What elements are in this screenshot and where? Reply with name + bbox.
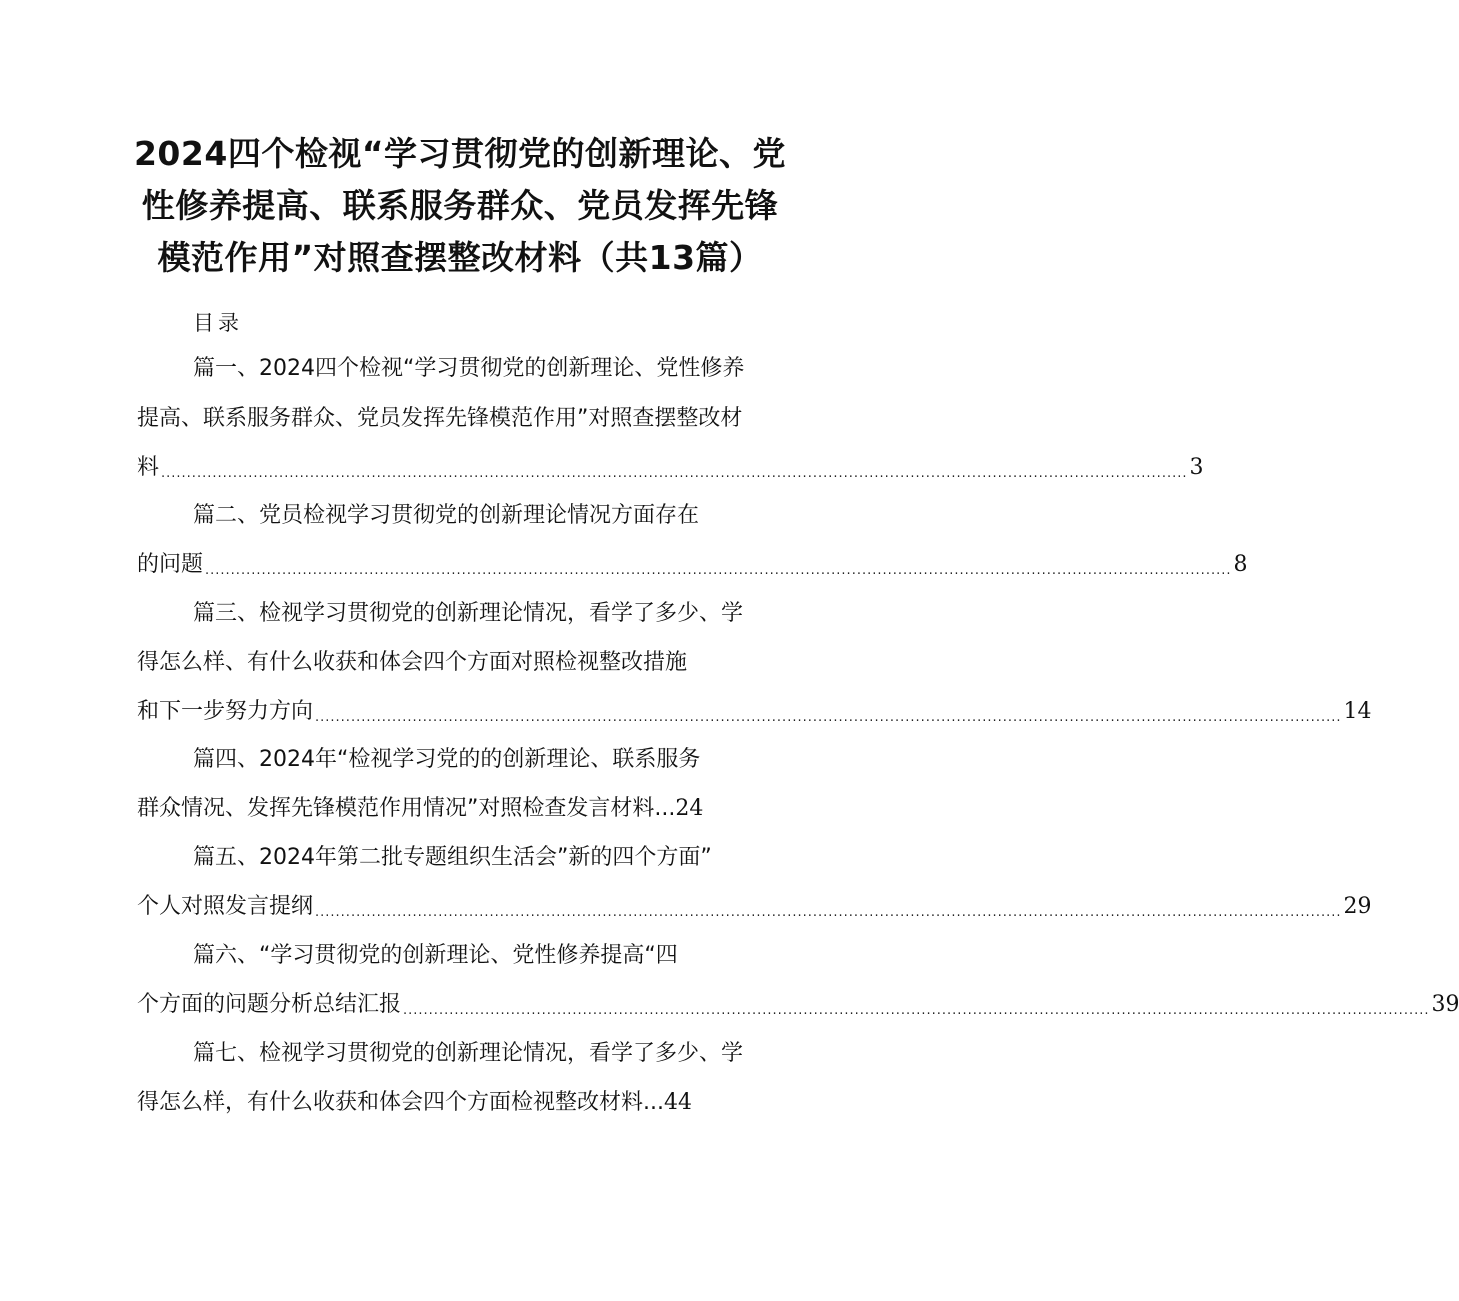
toc-entry-3-page: 14: [1343, 699, 1372, 724]
title-line-2: 性修养提高、联系服务群众、党员发挥先锋: [141, 186, 779, 225]
document-title: [128, 128, 792, 284]
toc-entry-4-line-1[interactable]: 篇四、2024年“检视学习党的的创新理论、联系服务: [193, 747, 701, 772]
leader-dots: ........................................................................................................................................................................................................: [403, 1003, 1430, 1018]
toc-entry-2-page: 8: [1233, 552, 1248, 577]
toc-entry-5-text: 个人对照发言提纲: [137, 894, 314, 919]
toc-entry-6-text: 个方面的问题分析总结汇报: [137, 992, 402, 1017]
toc-entry-7-page: 44: [663, 1090, 692, 1115]
toc-entry-1-line-2[interactable]: 提高、联系服务群众、党员发挥先锋模范作用”对照查摆整改材: [137, 406, 743, 431]
toc-entry-5-line-2[interactable]: [137, 890, 1372, 924]
leader-dots: ........................................................................................................................................................................................................: [315, 710, 1342, 725]
toc-entry-6-page: 39: [1431, 992, 1459, 1017]
toc-entry-4-text: 群众情况、发挥先锋模范作用情况”对照检查发言材料...: [137, 796, 676, 821]
leader-dots: ........................................................................................................................................................................................................: [205, 563, 1232, 578]
toc-entry-6-line-2[interactable]: [137, 988, 1459, 1022]
leader-dots: ........................................................................................................................................................................................................: [315, 905, 1342, 920]
toc-entry-6-line-1[interactable]: 篇六、“学习贯彻党的创新理论、党性修养提高“四: [193, 943, 678, 968]
toc-entry-1-text: 料: [137, 455, 160, 480]
toc-entry-5-page: 29: [1343, 894, 1372, 919]
toc-entry-4-page: 24: [675, 796, 704, 821]
toc-entry-7-line-2[interactable]: [137, 1086, 692, 1120]
toc-entry-3-line-2[interactable]: 得怎么样、有什么收获和体会四个方面对照检视整改措施: [137, 650, 688, 675]
toc-entry-1-page: 3: [1189, 455, 1204, 480]
title-line-1: 2024四个检视“学习贯彻党的创新理论、党: [133, 134, 787, 173]
toc-entry-7-text: 得怎么样，有什么收获和体会四个方面检视整改材料...: [137, 1090, 664, 1115]
toc-heading: 目录: [193, 311, 243, 335]
toc-entry-7-line-1[interactable]: 篇七、检视学习贯彻党的创新理论情况，看学了多少、学: [193, 1041, 744, 1066]
toc-entry-3-line-3[interactable]: [137, 695, 1372, 729]
toc-entry-4-line-2[interactable]: [137, 792, 703, 826]
toc-entry-1-line-1[interactable]: 篇一、2024四个检视“学习贯彻党的创新理论、党性修养: [193, 356, 745, 381]
toc-entry-3-line-1[interactable]: 篇三、检视学习贯彻党的创新理论情况，看学了多少、学: [193, 601, 744, 626]
toc-entry-2-text: 的问题: [137, 552, 204, 577]
toc-entry-5-line-1[interactable]: 篇五、2024年第二批专题组织生活会”新的四个方面”: [193, 845, 712, 870]
toc-entry-1-line-3[interactable]: [137, 451, 1204, 485]
toc-entry-2-line-2[interactable]: [137, 548, 1248, 582]
leader-dots: ........................................................................................................................................................................................................: [161, 466, 1188, 481]
toc-entry-2-line-1[interactable]: 篇二、党员检视学习贯彻党的创新理论情况方面存在: [193, 503, 700, 528]
title-line-3: 模范作用”对照查摆整改材料（共13篇）: [157, 238, 763, 277]
toc-entry-3-text: 和下一步努力方向: [137, 699, 314, 724]
